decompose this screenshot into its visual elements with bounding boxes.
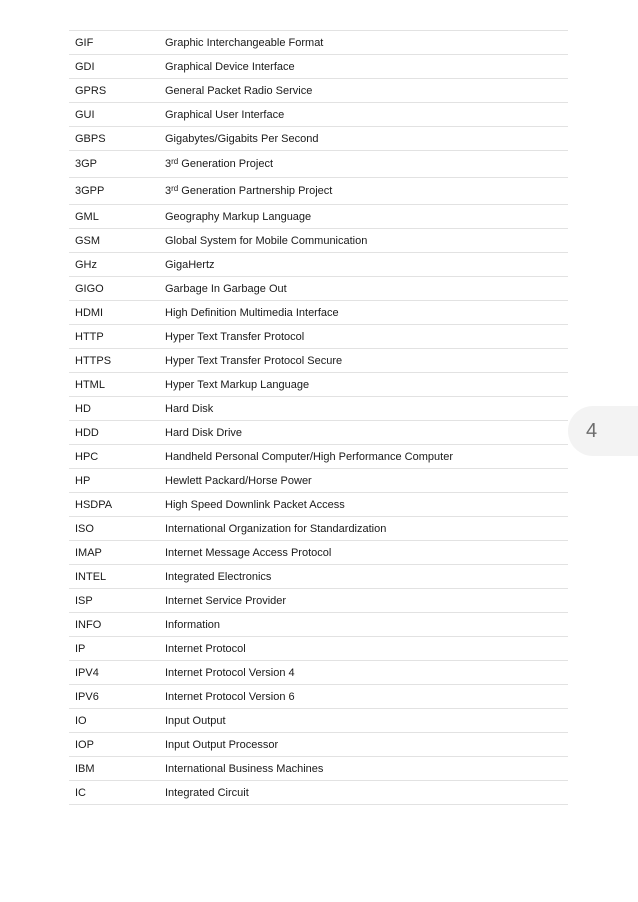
full-form: High Definition Multimedia Interface: [165, 306, 339, 319]
table-row: [69, 421, 568, 445]
full-form: Integrated Circuit: [165, 786, 249, 799]
table-row: [69, 127, 568, 151]
table-row: [69, 301, 568, 325]
abbreviation: HTTP: [75, 330, 104, 343]
full-form: Internet Protocol Version 4: [165, 666, 295, 679]
abbreviation: INTEL: [75, 570, 107, 583]
full-form: Integrated Electronics: [165, 570, 272, 583]
ordinal-suffix: rd: [171, 184, 179, 193]
full-form: High Speed Downlink Packet Access: [165, 498, 345, 511]
table-row: [69, 31, 568, 55]
full-form: Gigabytes/Gigabits Per Second: [165, 132, 319, 145]
full-form: Graphical Device Interface: [165, 60, 295, 73]
abbreviation: GSM: [75, 234, 101, 247]
full-form-rest: Generation Partnership Project: [178, 185, 333, 197]
abbreviation: GBPS: [75, 132, 106, 145]
table-row: [69, 373, 568, 397]
full-form: Hyper Text Transfer Protocol Secure: [165, 354, 343, 367]
table-row: [69, 589, 568, 613]
abbreviation: HPC: [75, 450, 99, 463]
full-form: General Packet Radio Service: [165, 84, 313, 97]
table-row: [69, 709, 568, 733]
abbreviations-table: [69, 30, 568, 805]
full-form: Information: [165, 618, 221, 631]
table-row: [69, 685, 568, 709]
abbreviation: HDMI: [75, 306, 104, 319]
full-form-rest: Generation Project: [178, 158, 274, 170]
full-form: GigaHertz: [165, 258, 215, 271]
full-form: Graphical User Interface: [165, 108, 285, 121]
abbreviation: 3GPP: [75, 185, 105, 197]
abbreviation: ISP: [75, 594, 93, 607]
abbreviation: GIF: [75, 36, 94, 49]
full-form: Hard Disk Drive: [165, 426, 243, 439]
full-form: Input Output: [165, 714, 226, 727]
full-form: Hewlett Packard/Horse Power: [165, 474, 312, 487]
table-row: [69, 55, 568, 79]
full-form: Internet Service Provider: [165, 594, 287, 607]
abbreviation: GDI: [75, 60, 95, 73]
full-form: Global System for Mobile Communication: [165, 234, 368, 247]
table-row: [69, 517, 568, 541]
table-row: [69, 493, 568, 517]
full-form: Graphic Interchangeable Format: [165, 36, 324, 49]
table-row: [69, 445, 568, 469]
abbreviation: HP: [75, 474, 91, 487]
abbreviation: GPRS: [75, 84, 107, 97]
abbreviation: IPV6: [75, 690, 99, 703]
abbreviation: HTML: [75, 378, 105, 391]
abbreviation: 3GP: [75, 158, 98, 170]
table-row: [69, 79, 568, 103]
abbreviation: GML: [75, 210, 99, 223]
full-form: Input Output Processor: [165, 738, 279, 751]
table-row: [69, 565, 568, 589]
table-row: [69, 661, 568, 685]
abbreviation: HTTPS: [75, 354, 112, 367]
table-row: [69, 637, 568, 661]
full-form: Hyper Text Markup Language: [165, 378, 310, 391]
full-form: Internet Protocol Version 6: [165, 690, 295, 703]
table-row: [69, 277, 568, 301]
full-form: [165, 184, 568, 198]
full-form: [165, 157, 568, 171]
table-row: [69, 397, 568, 421]
full-form: Handheld Personal Computer/High Performance Computer: [165, 450, 453, 463]
table-row: [69, 781, 568, 805]
table-row: [69, 253, 568, 277]
page-number-tab: [568, 406, 638, 456]
abbreviation: GUI: [75, 108, 95, 121]
ordinal-suffix: rd: [171, 157, 179, 166]
table-row: [69, 229, 568, 253]
abbreviation: GIGO: [75, 282, 104, 295]
table-row: [69, 733, 568, 757]
table-row: [69, 103, 568, 127]
table-row: [69, 469, 568, 493]
table-row: [69, 205, 568, 229]
abbreviation: IBM: [75, 762, 95, 775]
table-row: [69, 349, 568, 373]
full-form: Hard Disk: [165, 402, 214, 415]
full-form-prefix: 3: [165, 158, 172, 170]
full-form: Garbage In Garbage Out: [165, 282, 287, 295]
full-form: International Organization for Standardization: [165, 522, 387, 535]
table-row: [69, 541, 568, 565]
abbreviation: GHz: [75, 258, 97, 271]
full-form: Internet Message Access Protocol: [165, 546, 332, 559]
table-row: [69, 757, 568, 781]
full-form: International Business Machines: [165, 762, 324, 775]
table-row: [69, 151, 568, 178]
abbreviation: HSDPA: [75, 498, 113, 511]
abbreviation: IMAP: [75, 546, 102, 559]
table-row: [69, 178, 568, 205]
abbreviation: IC: [75, 786, 86, 799]
page-number: 4: [586, 420, 598, 442]
abbreviation: IOP: [75, 738, 94, 751]
full-form: Internet Protocol: [165, 642, 246, 655]
abbreviation: IP: [75, 642, 86, 655]
abbreviation: ISO: [75, 522, 94, 535]
table-row: [69, 613, 568, 637]
abbreviation: INFO: [75, 618, 102, 631]
full-form: Hyper Text Transfer Protocol: [165, 330, 305, 343]
table-row: [69, 325, 568, 349]
abbreviation: IPV4: [75, 666, 99, 679]
full-form-prefix: 3: [165, 185, 172, 197]
full-form: Geography Markup Language: [165, 210, 312, 223]
abbreviation: HDD: [75, 426, 99, 439]
abbreviation: IO: [75, 714, 87, 727]
abbreviation: HD: [75, 402, 91, 415]
